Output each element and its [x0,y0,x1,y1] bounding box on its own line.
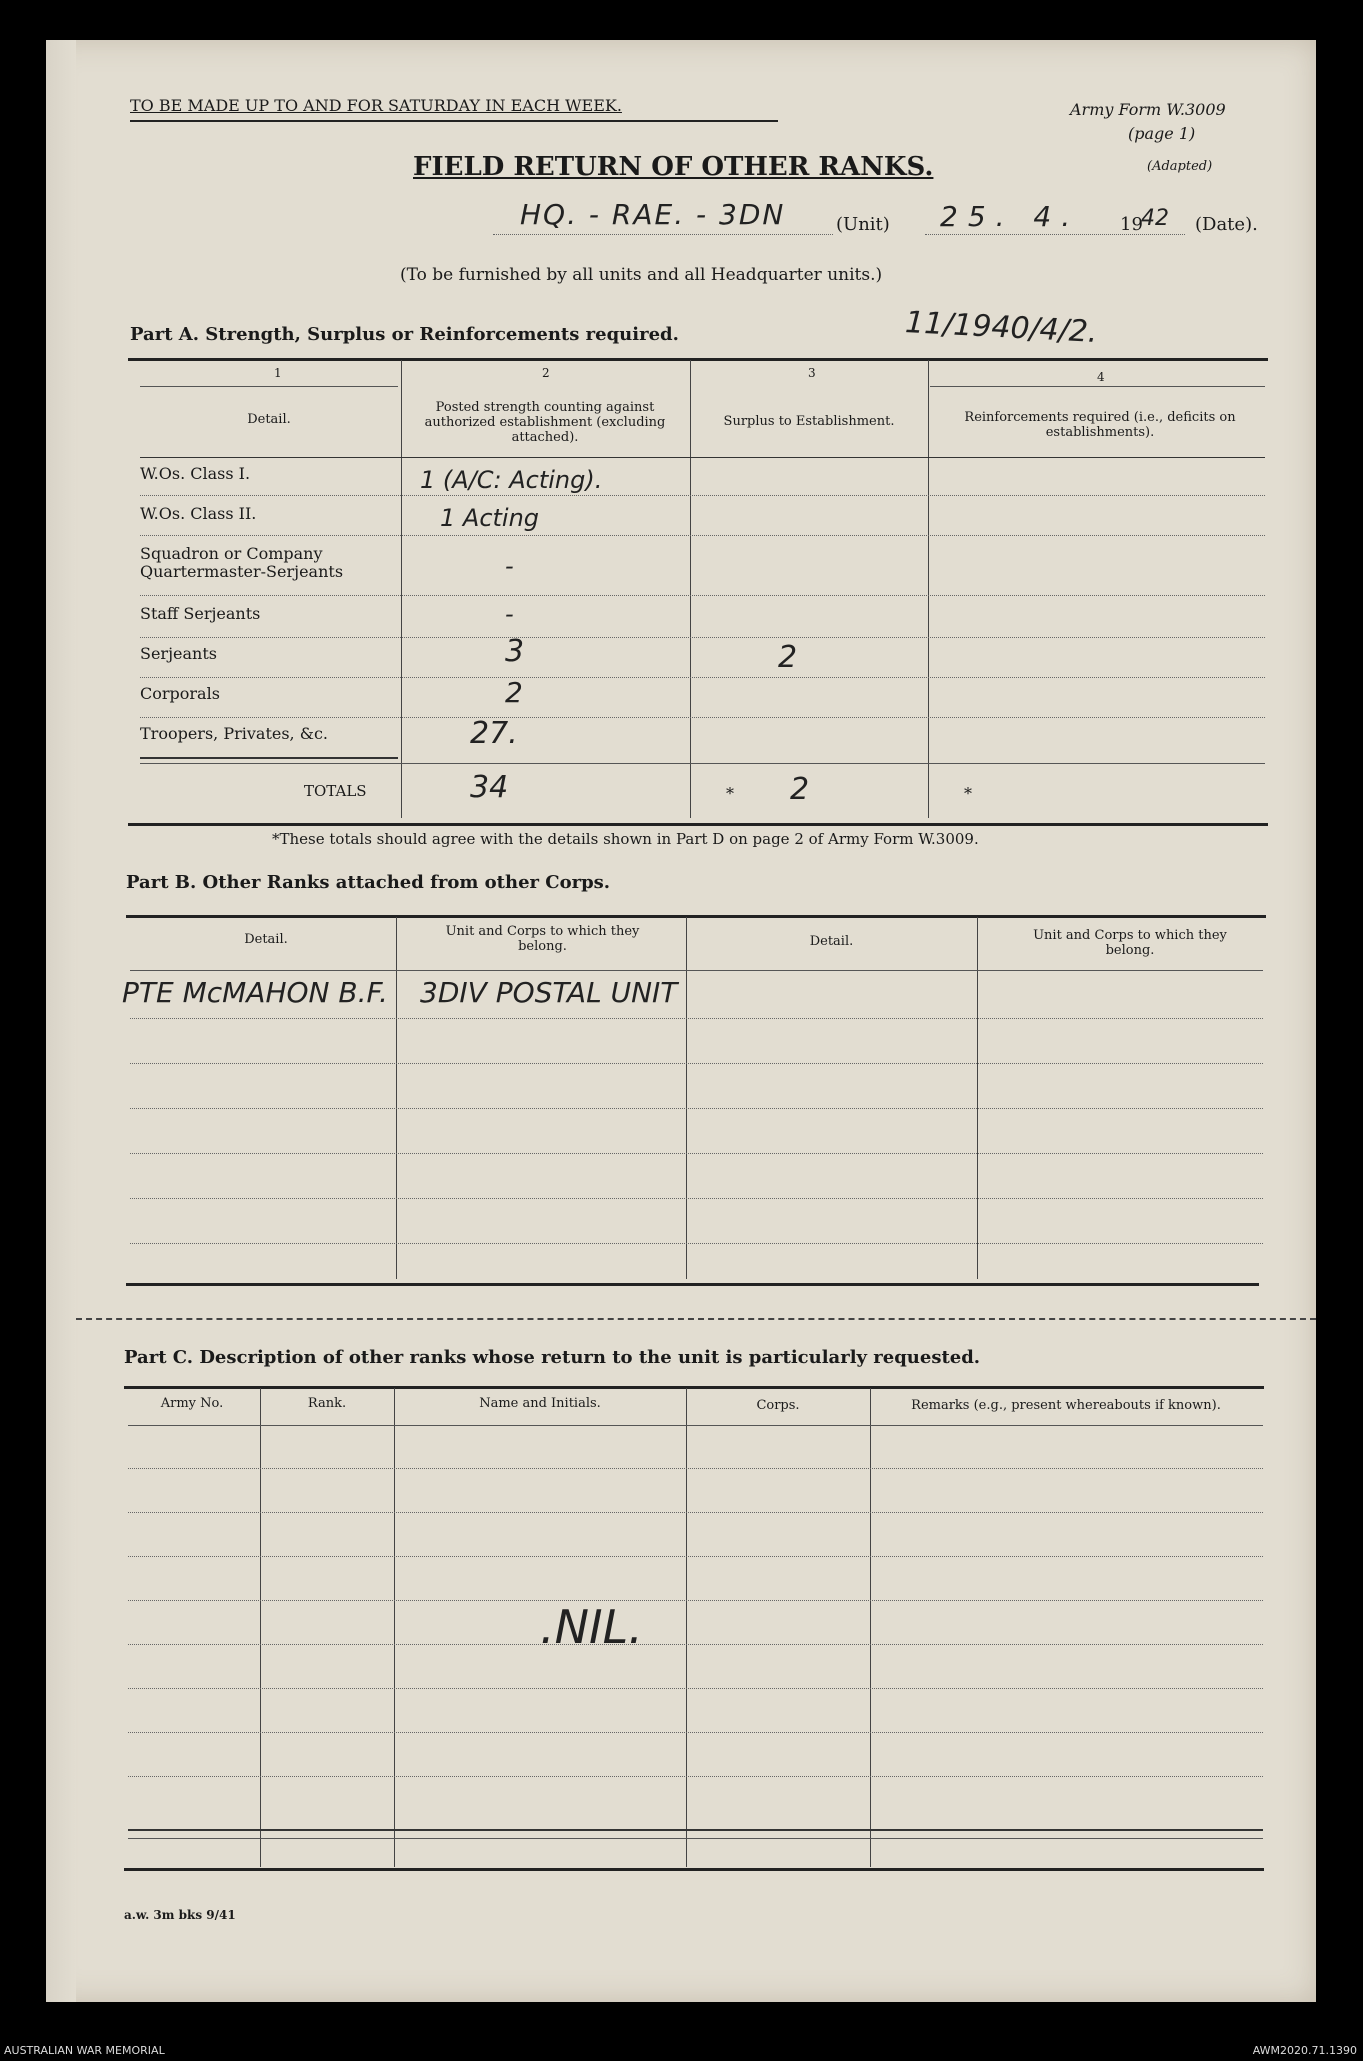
row-label-serjeants: Serjeants [140,644,217,663]
row-rule [140,595,1265,596]
part-c-title: Part C. Description of other ranks whose return to the unit is particularly requested. [124,1347,981,1368]
part-b-col-divider-2 [686,917,687,1279]
archive-right-label: AWM2020.71.1390 [1252,2044,1357,2057]
col-number-1: 1 [274,366,282,380]
part-a-col-divider-3 [928,360,929,818]
part-b-top-rule [126,915,1266,918]
part-b-header-detail-1: Detail. [244,932,288,947]
reference-number: 11/1940/4/2. [904,304,1099,351]
row-label-corporals: Corporals [140,684,220,703]
part-c-col-divider-3 [686,1388,687,1867]
unit-value: HQ. - RAE. - 3DN [520,198,786,231]
form-title: FIELD RETURN OF OTHER RANKS. [413,152,934,182]
part-a-header-rule [140,457,1265,458]
part-a-footnote: *These totals should agree with the details shown in Part D on page 2 of Army Form W.3009. [272,830,979,848]
part-b-col-divider-1 [396,917,397,1279]
row-rule [128,1512,1263,1513]
part-c-lower-rule [128,1829,1263,1831]
page-label: (page 1) [1128,124,1196,143]
army-form-label: Army Form W.3009 [1070,100,1226,119]
part-c-col-divider-1 [260,1388,261,1867]
posted-wo2: 1 Acting [440,504,540,532]
part-b-col-divider-3 [977,917,978,1279]
part-c-header-army-no: Army No. [160,1396,224,1411]
totals-reinf-mark: * [964,784,972,803]
row-label-privates: Troopers, Privates, &c. [140,724,329,743]
row-label-staff-serjeants: Staff Serjeants [140,604,261,623]
row-rule [130,1108,1263,1109]
row-rule [130,1198,1263,1199]
part-c-header-rank: Rank. [307,1396,347,1411]
date-label: (Date). [1195,214,1258,235]
col-header-surplus: Surplus to Establishment. [723,414,895,429]
sheet-edge [46,40,76,2002]
col-number-3: 3 [808,366,816,380]
totals-posted: 34 [470,770,509,805]
archive-left-label: AUSTRALIAN WAR MEMORIAL [4,2044,165,2057]
part-a-top-rule [128,358,1268,361]
part-c-bottom-rule [124,1868,1264,1871]
date-dotted-line [925,234,1185,235]
part-c-header-corps: Corps. [756,1398,800,1413]
print-code: a.w. 3m bks 9/41 [124,1908,236,1922]
part-c-col-divider-2 [394,1388,395,1867]
part-b-header-detail-2: Detail. [809,934,854,949]
posted-staff-serjeants: - [505,600,514,628]
row-rule [140,495,1265,496]
date-year-prefix: 19 [1120,214,1143,235]
col-number-4: 4 [1097,370,1105,384]
part-b-entry-detail: PTE McMAHON B.F. [122,976,388,1009]
totals-rule-2 [140,763,1265,764]
part-a-col-divider-2 [690,360,691,818]
row-rule [128,1468,1263,1469]
unit-dotted-line [493,234,833,235]
part-c-header-name: Name and Initials. [479,1396,601,1411]
row-rule [140,717,1265,718]
tear-line [76,1318,1316,1320]
row-label-wo2: W.Os. Class II. [140,504,257,523]
totals-rule [140,757,398,759]
row-label-wo1: W.Os. Class I. [140,464,251,483]
row-label-qms: Squadron or Company Quartermaster-Serjeants [140,544,344,581]
part-c-header-rule [128,1425,1263,1426]
part-b-bottom-rule [126,1283,1259,1286]
totals-surplus-mark: * [726,784,734,803]
row-rule [128,1644,1263,1645]
nil-entry: .NIL. [540,1600,643,1654]
furnished-note: (To be furnished by all units and all Headquarter units.) [400,265,883,285]
col-number-2: 2 [542,366,550,380]
row-rule [140,535,1265,536]
part-b-entry-unit: 3DIV POSTAL UNIT [420,976,678,1009]
part-b-header-unit-1: Unit and Corps to which they belong. [445,924,640,954]
adapted-label: (Adapted) [1147,159,1213,174]
col-header-detail: Detail. [247,412,291,427]
part-c-top-rule [124,1386,1264,1389]
date-year: 42 [1141,206,1169,231]
row-rule [140,637,1265,638]
part-b-header-unit-2: Unit and Corps to which they belong. [1033,928,1227,958]
instruction-underline [130,120,778,122]
part-c-lower-rule-2 [128,1838,1263,1839]
part-c-header-remarks: Remarks (e.g., present whereabouts if known). [911,1398,1221,1413]
row-rule [128,1688,1263,1689]
part-a-title: Part A. Strength, Surplus or Reinforcements required. [130,324,679,345]
row-rule [128,1776,1263,1777]
posted-qms: - [505,552,514,580]
col-header-reinforcements: Reinforcements required (i.e., deficits on establishments). [964,410,1236,440]
posted-serjeants: 3 [505,634,525,669]
col1-number-rule [140,386,398,387]
part-c-col-divider-4 [870,1388,871,1867]
row-rule [130,1063,1263,1064]
posted-corporals: 2 [505,676,523,709]
posted-wo1: 1 (A/C: Acting). [420,466,603,494]
row-rule [130,1153,1263,1154]
col4-number-rule [930,386,1265,387]
row-rule [140,677,1265,678]
row-rule [128,1556,1263,1557]
part-a-col-divider-1 [401,360,402,818]
part-a-bottom-rule [128,823,1268,826]
row-rule [130,1018,1263,1019]
date-value: 25. 4. [940,200,1081,233]
posted-privates: 27. [470,716,518,751]
surplus-serjeants: 2 [778,640,798,675]
totals-label: TOTALS [304,782,367,800]
row-rule [128,1732,1263,1733]
row-rule [130,1243,1263,1244]
unit-label: (Unit) [836,214,890,235]
part-b-title: Part B. Other Ranks attached from other Corps. [126,872,611,893]
row-rule [128,1600,1263,1601]
part-b-header-rule [130,970,1263,971]
instruction-line: TO BE MADE UP TO AND FOR SATURDAY IN EACH WEEK. [130,96,622,115]
totals-surplus: 2 [790,772,810,807]
col-header-posted: Posted strength counting against authorized establishment (excluding attached). [424,400,666,445]
